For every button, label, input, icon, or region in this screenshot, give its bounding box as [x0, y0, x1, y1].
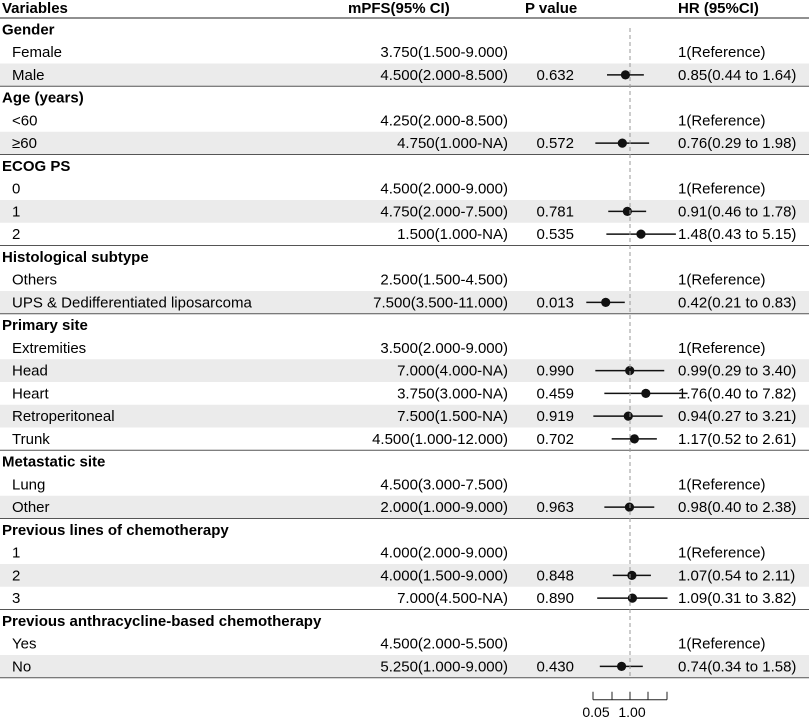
- row-label: Heart: [12, 385, 49, 403]
- p-value: 0.632: [536, 66, 574, 84]
- x-tick-label: 0.05: [582, 703, 610, 720]
- header-variables: Variables: [2, 0, 68, 17]
- row-label: Male: [12, 66, 45, 84]
- row-label: Others: [12, 271, 58, 289]
- mpfs-value: 7.500(1.500-NA): [397, 408, 508, 426]
- p-value: 0.963: [536, 499, 574, 517]
- mpfs-value: 4.500(1.000-12.000): [372, 430, 508, 448]
- hr-point: [628, 594, 637, 603]
- p-value: 0.459: [536, 385, 574, 403]
- row-label: Female: [12, 44, 63, 62]
- hr-point: [641, 389, 650, 398]
- header-hr: HR (95%CI): [678, 0, 759, 17]
- hr-text: 1(Reference): [678, 112, 766, 130]
- row-label: Other: [12, 499, 50, 517]
- p-value: 0.430: [536, 658, 574, 676]
- x-tick-label: 1.00: [618, 703, 646, 720]
- hr-text: 0.42(0.21 to 0.83): [678, 294, 797, 312]
- hr-text: 1(Reference): [678, 635, 766, 653]
- group-label: Gender: [2, 21, 55, 39]
- hr-point: [636, 230, 645, 239]
- header-mpfs: mPFS(95% CI): [348, 0, 450, 17]
- hr-text: 0.98(0.40 to 2.38): [678, 499, 797, 517]
- p-value: 0.572: [536, 135, 574, 153]
- mpfs-value: 1.500(1.000-NA): [397, 226, 508, 244]
- hr-text: 0.76(0.29 to 1.98): [678, 135, 797, 153]
- mpfs-value: 4.750(1.000-NA): [397, 135, 508, 153]
- row-label: Yes: [12, 635, 37, 653]
- group-label: Primary site: [2, 317, 88, 335]
- hr-point: [630, 434, 639, 443]
- hr-text: 1(Reference): [678, 180, 766, 198]
- hr-text: 1.17(0.52 to 2.61): [678, 430, 797, 448]
- row-label: 3: [12, 590, 21, 608]
- p-value: 0.781: [536, 203, 574, 221]
- group-label: Age (years): [2, 89, 84, 107]
- row-label: Retroperitoneal: [12, 408, 115, 426]
- mpfs-value: 7.000(4.000-NA): [397, 362, 508, 380]
- p-value: 0.990: [536, 362, 574, 380]
- mpfs-value: 4.000(2.000-9.000): [380, 544, 508, 562]
- mpfs-value: 3.750(1.500-9.000): [380, 44, 508, 62]
- row-label: No: [12, 658, 32, 676]
- hr-text: 1(Reference): [678, 544, 766, 562]
- hr-text: 0.74(0.34 to 1.58): [678, 658, 797, 676]
- hr-text: 1(Reference): [678, 476, 766, 494]
- mpfs-value: 7.500(3.500-11.000): [373, 294, 508, 312]
- mpfs-value: 7.000(4.500-NA): [397, 590, 508, 608]
- hr-point: [625, 503, 634, 512]
- mpfs-value: 4.250(2.000-8.500): [380, 112, 508, 130]
- hr-point: [623, 207, 632, 216]
- row-label: ≥60: [12, 135, 37, 153]
- mpfs-value: 4.750(2.000-7.500): [380, 203, 508, 221]
- hr-point: [621, 70, 630, 79]
- p-value: 0.013: [536, 294, 574, 312]
- group-label: Histological subtype: [2, 248, 149, 266]
- mpfs-value: 4.500(2.000-8.500): [380, 66, 508, 84]
- hr-text: 1.07(0.54 to 2.11): [678, 567, 796, 585]
- mpfs-value: 4.500(2.000-9.000): [380, 180, 508, 198]
- hr-text: 1.48(0.43 to 5.15): [678, 226, 797, 244]
- mpfs-value: 4.500(2.000-5.500): [380, 635, 508, 653]
- hr-text: 1.09(0.31 to 3.82): [678, 590, 797, 608]
- mpfs-value: 3.500(2.000-9.000): [380, 339, 508, 357]
- group-label: ECOG PS: [2, 157, 71, 175]
- hr-text: 1.76(0.40 to 7.82): [678, 385, 797, 403]
- row-label: 2: [12, 567, 21, 585]
- row-label: Trunk: [12, 430, 50, 448]
- hr-point: [627, 571, 636, 580]
- row-label: 0: [12, 180, 21, 198]
- hr-point: [618, 139, 627, 148]
- mpfs-value: 2.500(1.500-4.500): [380, 271, 508, 289]
- group-label: Previous anthracycline-based chemotherapy: [2, 612, 322, 630]
- hr-point: [624, 412, 633, 421]
- row-label: Lung: [12, 476, 46, 494]
- hr-text: 1(Reference): [678, 339, 766, 357]
- p-value: 0.890: [536, 590, 574, 608]
- hr-point: [601, 298, 610, 307]
- hr-text: 1(Reference): [678, 271, 766, 289]
- row-label: 2: [12, 226, 21, 244]
- row-label: Head: [12, 362, 48, 380]
- group-label: Previous lines of chemotherapy: [2, 521, 229, 539]
- row-label: Extremities: [12, 339, 87, 357]
- mpfs-value: 4.500(3.000-7.500): [380, 476, 508, 494]
- hr-point: [617, 662, 626, 671]
- p-value: 0.919: [536, 408, 574, 426]
- hr-text: 0.94(0.27 to 3.21): [678, 408, 797, 426]
- hr-text: 0.99(0.29 to 3.40): [678, 362, 797, 380]
- p-value: 0.535: [536, 226, 574, 244]
- hr-text: 1(Reference): [678, 44, 766, 62]
- p-value: 0.702: [536, 430, 574, 448]
- header-pvalue: P value: [525, 0, 578, 17]
- hr-text: 0.85(0.44 to 1.64): [678, 66, 797, 84]
- mpfs-value: 5.250(1.000-9.000): [380, 658, 508, 676]
- mpfs-value: 4.000(1.500-9.000): [380, 567, 508, 585]
- row-label: 1: [12, 203, 21, 221]
- p-value: 0.848: [536, 567, 574, 585]
- group-label: Metastatic site: [2, 453, 106, 471]
- mpfs-value: 3.750(3.000-NA): [397, 385, 508, 403]
- mpfs-value: 2.000(1.000-9.000): [380, 499, 508, 517]
- row-label: 1: [12, 544, 21, 562]
- row-label: <60: [12, 112, 38, 130]
- row-label: UPS & Dedifferentiated liposarcoma: [12, 294, 252, 312]
- hr-text: 0.91(0.46 to 1.78): [678, 203, 797, 221]
